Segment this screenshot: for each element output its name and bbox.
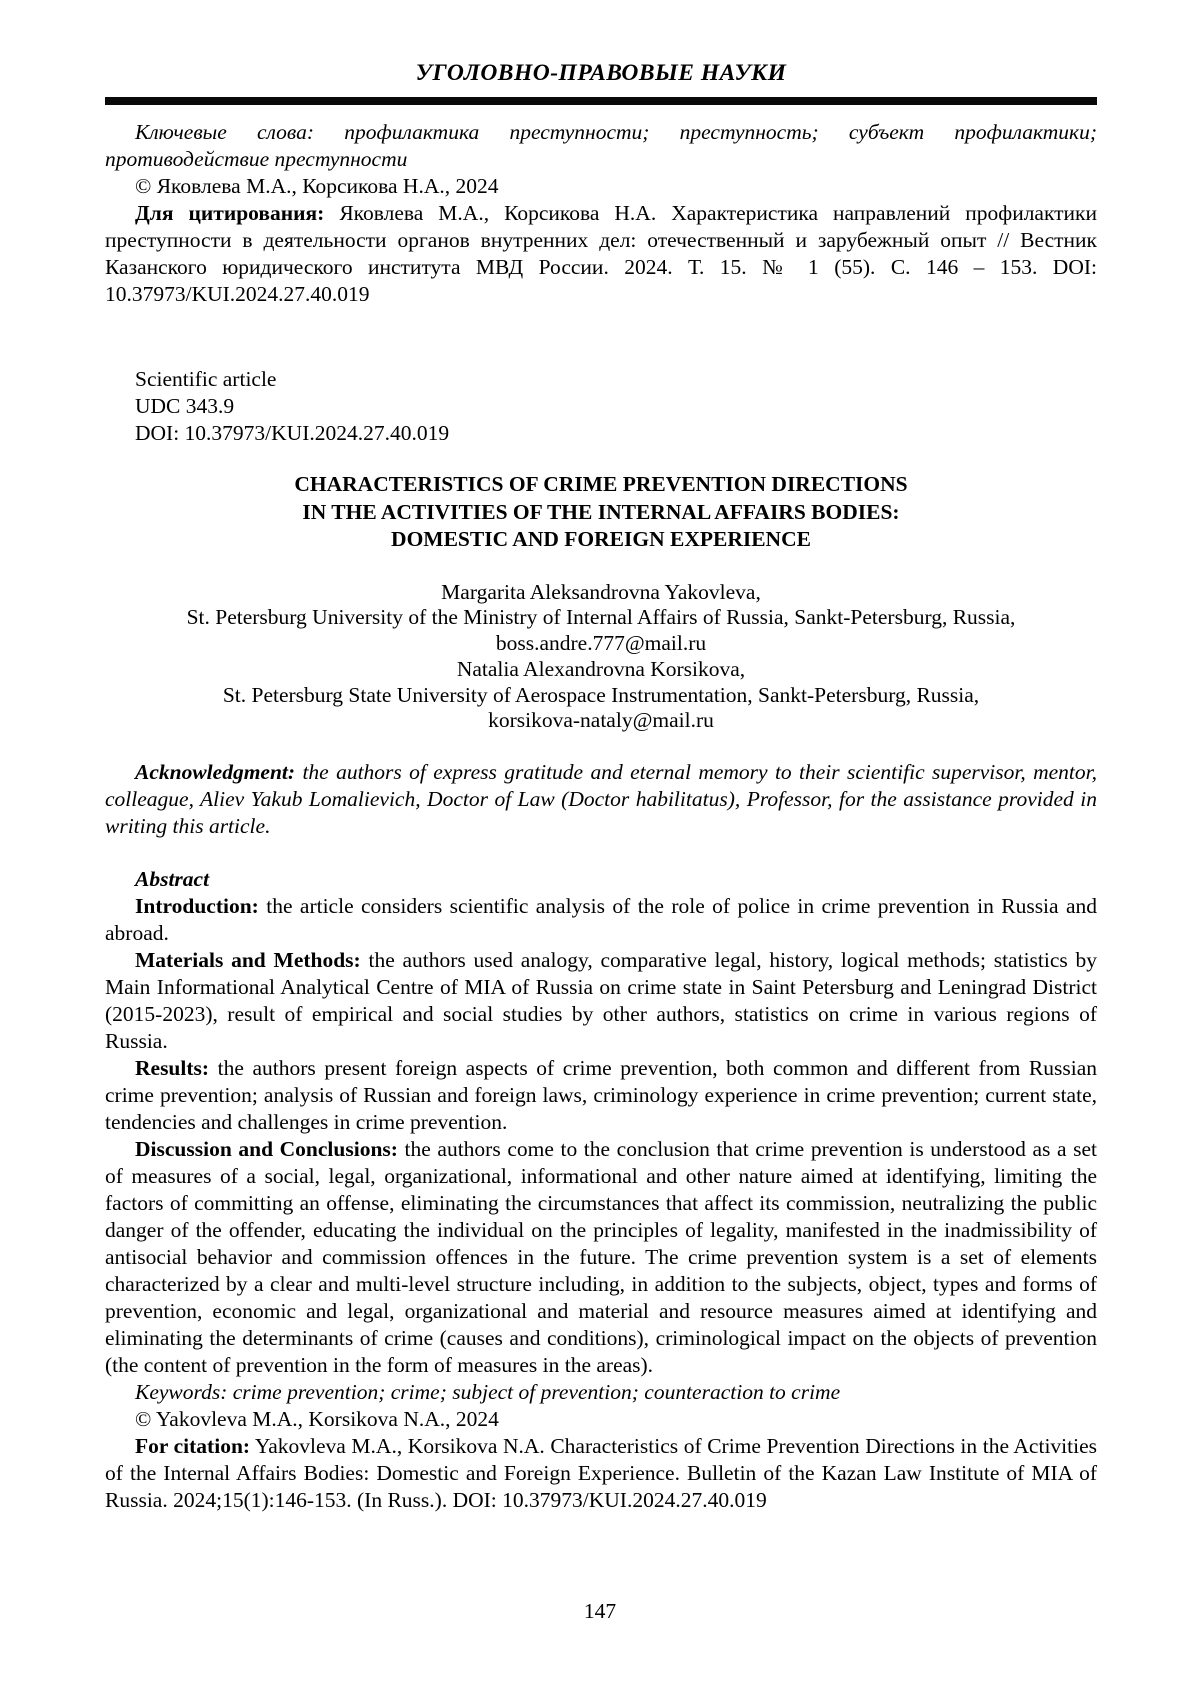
acknowledgment-text: the authors of express gratitude and eternal memory to their scientific supervisor, mentor, colleague, Aliev Yakub Lomalievich, Doctor of Law (Doctor habilitatus), Professor, for the assistance provided in writing this article. [105, 760, 1098, 839]
abstract-discussion-conclusions [105, 1136, 1097, 1379]
abstract-materials-methods-text: the authors used analogy, comparative legal, history, logical methods; statistics by Main Informational Analytical Centre of MIA of Russia on crime state in Saint Petersburg and Leningrad District (2015-2023), result of empirical and social studies by other authors, statistics on crime in various regions of Russia. [105, 948, 1098, 1054]
citation-en-text: Yakovleva M.A., Korsikova N.A. Characteristics of Crime Prevention Directions in the Activities of the Internal Affairs Bodies: Domestic and Foreign Experience. Bulletin of the Kazan Law Institute of MIA of Russia. 2024;15(1):146-153. (In Russ.). DOI: 10.37973/KUI.2024.27.40.019 [105, 1434, 1098, 1513]
keywords-en-line: Keywords: crime prevention; crime; subject of prevention; counteraction to crime [135, 1380, 841, 1405]
keywords-ru-label: Ключевые слова: [135, 120, 315, 144]
author-name: Margarita Aleksandrovna Yakovleva, [441, 579, 761, 604]
article-type: Scientific article [135, 367, 277, 391]
article-title [105, 471, 1097, 554]
abstract-results-label: Results: [135, 1056, 210, 1081]
copyright-en: © Yakovleva M.A., Korsikova N.A., 2024 [135, 1407, 499, 1432]
acknowledgment-paragraph [105, 759, 1097, 840]
page-number: 147 [583, 1599, 617, 1623]
abstract-materials-methods [105, 947, 1097, 1055]
article-title-line2: IN THE ACTIVITIES OF THE INTERNAL AFFAIRS BODIES: [302, 499, 900, 524]
article-meta-block [105, 366, 1097, 447]
keywords-ru-text: профилактика преступности; преступность; субъект профилактики; противодействие преступности [105, 120, 1098, 171]
abstract-introduction-label: Introduction: [135, 894, 259, 919]
article-title-line3: DOMESTIC AND FOREIGN EXPERIENCE [391, 527, 811, 551]
doi-line: DOI: 10.37973/KUI.2024.27.40.019 [135, 421, 450, 445]
article-title-line1: CHARACTERISTICS OF CRIME PREVENTION DIRECTIONS [294, 472, 908, 496]
abstract-results-text: the authors present foreign aspects of crime prevention, both common and different from Russian crime prevention; analysis of Russian and foreign laws, criminology experience in crime prevention; current state, tendencies and challenges in crime prevention. [105, 1056, 1098, 1135]
abstract-results [105, 1055, 1097, 1136]
abstract-materials-methods-label: Materials and Methods: [135, 948, 361, 973]
abstract-discussion-conclusions-text: the authors come to the conclusion that crime prevention is understood as a set of measures of a social, legal, organizational, informational and other nature aimed at identifying, limiting the factors of committing an offense, eliminating the circumstances that affect its commission, neutralizing the public danger of the offender, educating the individual on the principles of legality, manifested in the inadmissibility of antisocial behavior and commission offences in the future. The crime prevention system is a set of elements characterized by a clear and multi-level structure including, in addition to the subjects, object, types and forms of prevention, economic and legal, organizational and material and resource measures aimed at identifying and eliminating the determinants of crime (causes and conditions), criminological impact on the objects of prevention (the content of prevention in the form of measures in the areas). [105, 1137, 1097, 1378]
citation-ru-paragraph [105, 200, 1097, 308]
abstract-introduction [105, 893, 1097, 947]
abstract-introduction-text: the article considers scientific analysis of the role of police in crime prevention in Russia and abroad. [105, 894, 1098, 946]
citation-ru-text: Яковлева М.А., Корсикова Н.А. Характеристика направлений профилактики преступности в деятельности органов внутренних дел: отечественный и зарубежный опыт // Вестник Казанского юридического института МВД России. 2024. Т. 15. № 1 (55). С. 146 – 153. DOI: 10.37973/KUI.2024.27.40.019 [105, 201, 1097, 306]
authors-block [105, 580, 1097, 735]
author-email: boss.andre.777@mail.ru [495, 631, 707, 656]
citation-ru-label: Для цитирования: [135, 201, 325, 225]
running-head: УГОЛОВНО-ПРАВОВЫЕ НАУКИ [415, 60, 787, 86]
keywords-ru-paragraph [105, 119, 1097, 173]
abstract-heading: Abstract [135, 867, 210, 892]
author-name: Natalia Alexandrovna Korsikova, [456, 656, 746, 681]
acknowledgment-label: Acknowledgment: [135, 760, 296, 785]
author-affiliation: St. Petersburg University of the Ministry of Internal Affairs of Russia, Sankt-Petersburg, Russia, [186, 605, 1016, 630]
header-rule [105, 97, 1097, 105]
udc-number: UDC 343.9 [135, 394, 235, 418]
author-email: korsikova-nataly@mail.ru [488, 708, 714, 733]
copyright-ru: © Яковлева М.А., Корсикова Н.А., 2024 [135, 174, 499, 198]
citation-en-label: For citation: [135, 1434, 251, 1459]
abstract-discussion-conclusions-label: Discussion and Conclusions: [135, 1137, 398, 1162]
citation-en-paragraph [105, 1433, 1097, 1514]
author-affiliation: St. Petersburg State University of Aerospace Instrumentation, Sankt-Petersburg, Russia, [222, 682, 980, 707]
